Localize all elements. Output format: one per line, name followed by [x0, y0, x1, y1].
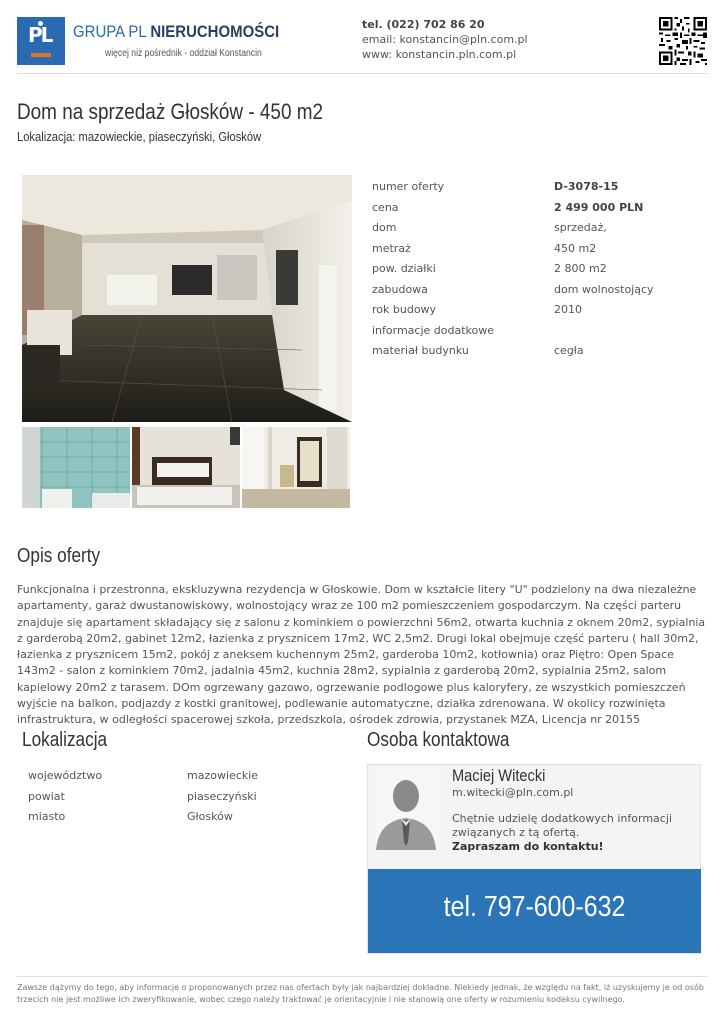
agent-avatar — [372, 768, 440, 850]
location-heading: Lokalizacja — [22, 729, 108, 751]
detail-row — [372, 218, 654, 239]
detail-label: cena — [372, 200, 399, 214]
detail-value: 2010 — [554, 303, 582, 316]
detail-value: 2 800 m2 — [554, 262, 607, 275]
agent-email[interactable]: m.witecki@pln.com.pl — [452, 786, 574, 799]
footer-disclaimer: Zawsze dążymy do tego, aby informacje o proponowanych przez nas ofertach były jak najbardziej dokładne. Niekiedy jednak, że względu na fakt, iż uzyskujemy je od osób trzecich nie jest możliwe ich zweryfikowanie, wobec czego należy traktować je orientacyjnie i nie stanowią one oferty w rozumieniu kodeksu cywilnego. — [17, 983, 704, 1004]
detail-row — [372, 280, 654, 301]
location-value: piaseczyński — [187, 789, 257, 803]
thumbnail-hallway[interactable] — [242, 427, 350, 508]
detail-value: D-3078-15 — [554, 180, 619, 193]
description-text: Funkcjonalna i przestronna, ekskluzywna rezydencja w Głoskowie. Dom w kształcie litery "U" podzielony na dwa niezależne apartamenty, garaż dwustanowiskowy, wolnostojący wraz ze 100 m2 pomieszczeniem gospodarczym. Na części parteru znajduje się apartament składający się z salonu z kominkiem o powierzchni 56m2, otwarta kuchnia z oknem 20m2, sypialnia z garderobą 20m2, gabinet 12m2, łazienka z prysznicem 17m2, WC 2,5m2. Drugi lokal obejmuje część parteru ( hall 30m2, łazienka z prysznicem 15m2, pokój z aneksem kuchennym 25m2, garderoba 10m2, kotłownia) oraz Piętro: Open Space 143m2 - salon z kominkiem 70m2, jadalnia 45m2, kuchnia 28m2, sypialnia z garderobą 20m2, sypialnia 25m2, salom kapielowy 20m2 z tarasem. DOm ogrzewany gazowo, ogrzewanie podlogowe plus kaloryfery, ze wszystkich pomieszczeń wyjście na balkon, podjazdy z kostki granitowej, podlewanie automatyczne, działka zdrenowana. W okolicy rozwinięta infrastruktura, w odległości spacerowej szkoła, przedszkola, ośrodek zdrowia, przystanek MZA, Licencja nr 20155 — [17, 583, 706, 727]
detail-label: materiał budynku — [372, 344, 469, 357]
detail-label: numer oferty — [372, 180, 445, 193]
agent-name: Maciej Witecki — [452, 766, 546, 785]
brand-bold: NIERUCHOMOŚCI — [150, 22, 280, 41]
header-divider — [17, 73, 707, 74]
location-value: Głosków — [187, 810, 233, 823]
thumbnail-bedroom[interactable] — [132, 427, 240, 508]
detail-row — [372, 177, 654, 198]
location-value: mazowieckie — [187, 769, 259, 782]
company-logo: PL — [17, 17, 65, 65]
detail-label: dom — [372, 221, 397, 234]
location-row — [28, 807, 258, 828]
qr-code — [659, 17, 707, 65]
detail-row — [372, 239, 654, 260]
location-table — [28, 766, 258, 828]
location-row — [28, 766, 258, 787]
detail-label: metraż — [372, 241, 411, 255]
agent-phone-box[interactable] — [368, 869, 701, 953]
thumbnail-bathroom[interactable] — [22, 427, 130, 508]
detail-label: zabudowa — [372, 282, 428, 296]
detail-label: informacje dodatkowe — [372, 323, 495, 337]
location-row — [28, 787, 258, 808]
footer-divider — [17, 976, 707, 977]
offer-details-table — [372, 177, 654, 362]
location-subtitle: Lokalizacja: mazowieckie, piaseczyński, Głosków — [17, 129, 262, 144]
brand-name — [73, 22, 279, 42]
agent-phone[interactable]: tel. 797-600-632 — [443, 891, 626, 923]
detail-value: 450 m2 — [554, 241, 597, 255]
detail-value: dom wolnostojący — [554, 282, 654, 296]
office-phone[interactable]: tel. (022) 702 86 20 — [362, 18, 485, 31]
office-contact — [362, 17, 528, 62]
detail-row — [372, 321, 654, 342]
page-title: Dom na sprzedaż Głosków - 450 m2 — [17, 99, 324, 124]
detail-value: cegła — [554, 344, 584, 357]
office-website[interactable]: www: konstancin.pln.com.pl — [362, 48, 517, 61]
location-label: miasto — [28, 810, 66, 823]
detail-value: 2 499 000 PLN — [554, 200, 644, 214]
detail-label: rok budowy — [372, 303, 437, 316]
detail-row — [372, 341, 654, 362]
description-heading: Opis oferty — [17, 545, 101, 567]
main-photo[interactable] — [22, 175, 352, 422]
detail-row — [372, 198, 654, 219]
agent-message-text: Chętnie udzielę dodatkowych informacji związanych z tą ofertą. — [452, 812, 672, 839]
location-label: województwo — [28, 769, 103, 782]
brand-prefix: GRUPA PL — [73, 22, 147, 41]
detail-value: sprzedaż, — [554, 221, 607, 234]
agent-message-cta: Zapraszam do kontaktu! — [452, 840, 604, 853]
detail-row — [372, 300, 654, 321]
brand-subtitle: więcej niż pośrednik - oddział Konstancin — [105, 48, 262, 59]
agent-message — [452, 812, 692, 854]
contact-heading: Osoba kontaktowa — [367, 729, 510, 751]
detail-row — [372, 259, 654, 280]
office-email[interactable]: email: konstancin@pln.com.pl — [362, 33, 528, 46]
detail-label: pow. działki — [372, 262, 436, 275]
location-label: powiat — [28, 789, 65, 803]
